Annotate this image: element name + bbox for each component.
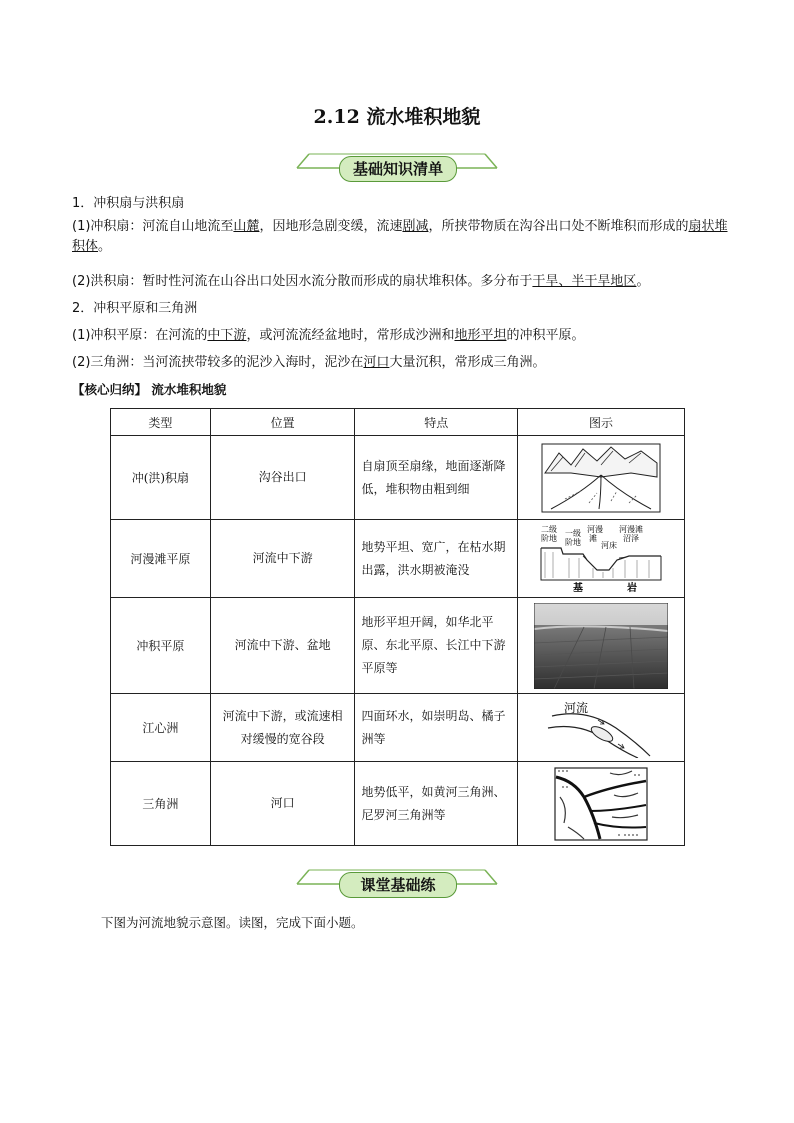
figure-label: 河漫滩 [619, 524, 644, 534]
cell-position: 河口 [210, 762, 355, 846]
cell-figure [518, 436, 685, 520]
cell-figure [518, 598, 685, 694]
paragraph-pluvial-fan [72, 272, 732, 292]
figure-label: 河床 [601, 540, 618, 550]
key-term: 地形平坦 [454, 328, 507, 343]
section-banner-practice [289, 866, 505, 902]
river-islet-figure [546, 698, 656, 758]
key-term: 河口 [363, 355, 390, 370]
header-position: 位置 [210, 409, 355, 436]
text: 大量沉积，常形成三角洲。 [389, 355, 546, 370]
text: ，或河流流经盆地时，常形成沙洲和 [246, 328, 455, 343]
text: (2)三角洲：当河流挟带较多的泥沙入海时，泥沙在 [72, 355, 364, 370]
figure-label: 河流 [564, 700, 589, 715]
paragraph-alluvial-fan [72, 217, 732, 257]
text: 的冲积平原。 [506, 328, 585, 343]
cell-feature: 地势低平，如黄河三角洲、尼罗河三角洲等 [355, 762, 518, 846]
delta-figure [554, 767, 648, 841]
cell-position: 沟谷出口 [210, 436, 355, 520]
alluvial-fan-figure [541, 443, 661, 513]
key-term: 中下游 [207, 328, 247, 343]
key-term: 干旱、半干旱地区 [532, 274, 637, 289]
text: (2)洪积扇：暂时性河流在山谷出口处因水流分散而形成的扇状堆积体。多分布于 [72, 274, 533, 289]
key-term: 剧减 [402, 219, 429, 234]
text: 。 [636, 274, 650, 289]
cell-type: 冲积平原 [111, 598, 211, 694]
question-prompt: 下图为河流地貌示意图。读图，完成下面小题。 [101, 915, 364, 930]
figure-label: 岩 [627, 582, 638, 594]
figure-label: 河漫 [587, 524, 604, 534]
figure-label: 一级 [565, 528, 582, 538]
floodplain-figure [539, 524, 663, 594]
cell-type: 河漫滩平原 [111, 520, 211, 598]
cell-type: 三角洲 [111, 762, 211, 846]
page-title: 2.12 流水堆积地貌 [313, 106, 481, 128]
section-label: 课堂基础练 [339, 872, 457, 898]
text: 。 [98, 239, 112, 254]
text: ，因地形急剧变缓，流速 [259, 219, 403, 234]
figure-label: 滩 [589, 533, 598, 543]
figure-label: 阶地 [541, 533, 558, 543]
cell-feature: 地形平坦开阔，如华北平原、东北平原、长江中下游平原等 [355, 598, 518, 694]
cell-position: 河流中下游 [210, 520, 355, 598]
text: (1)冲积平原：在河流的 [72, 328, 208, 343]
heading-alluvial-fan: 1．冲积扇与洪积扇 [72, 196, 185, 211]
header-figure: 图示 [518, 409, 685, 436]
table-row [111, 520, 685, 598]
heading-alluvial-plain: 2．冲积平原和三角洲 [72, 301, 198, 316]
cell-type: 冲(洪)积扇 [111, 436, 211, 520]
table-row [111, 694, 685, 762]
cell-figure [518, 520, 685, 598]
table-caption: 【核心归纳】 流水堆积地貌 [72, 382, 227, 397]
figure-label: 二级 [541, 524, 558, 534]
section-banner-knowledge [289, 150, 505, 186]
cell-figure [518, 694, 685, 762]
header-feature: 特点 [355, 409, 518, 436]
paragraph-alluvial-plain [72, 326, 732, 346]
header-type: 类型 [111, 409, 211, 436]
alluvial-plain-photo [534, 603, 668, 689]
table-row [111, 436, 685, 520]
key-term: 山麓 [233, 219, 260, 234]
cell-feature: 地势平坦、宽广，在枯水期出露，洪水期被淹没 [355, 520, 518, 598]
section-label: 基础知识清单 [339, 156, 457, 182]
table-row [111, 598, 685, 694]
table-header-row [111, 409, 685, 436]
cell-feature: 四面环水，如崇明岛、橘子洲等 [355, 694, 518, 762]
paragraph-delta [72, 353, 732, 373]
cell-type: 江心洲 [111, 694, 211, 762]
figure-label: 基 [573, 582, 584, 594]
cell-figure [518, 762, 685, 846]
key-term: 扇状堆积体 [72, 219, 728, 254]
cell-position: 河流中下游、盆地 [210, 598, 355, 694]
table-row [111, 762, 685, 846]
cell-feature: 自扇顶至扇缘，地面逐渐降低，堆积物由粗到细 [355, 436, 518, 520]
text: ，所挟带物质在沟谷出口处不断堆积而形成的 [428, 219, 689, 234]
figure-label: 沼泽 [623, 533, 640, 543]
figure-label: 阶地 [565, 537, 582, 547]
text: (1)冲积扇：河流自山地流至 [72, 219, 234, 234]
landform-table [110, 408, 685, 846]
cell-position: 河流中下游，或流速相对缓慢的宽谷段 [210, 694, 355, 762]
